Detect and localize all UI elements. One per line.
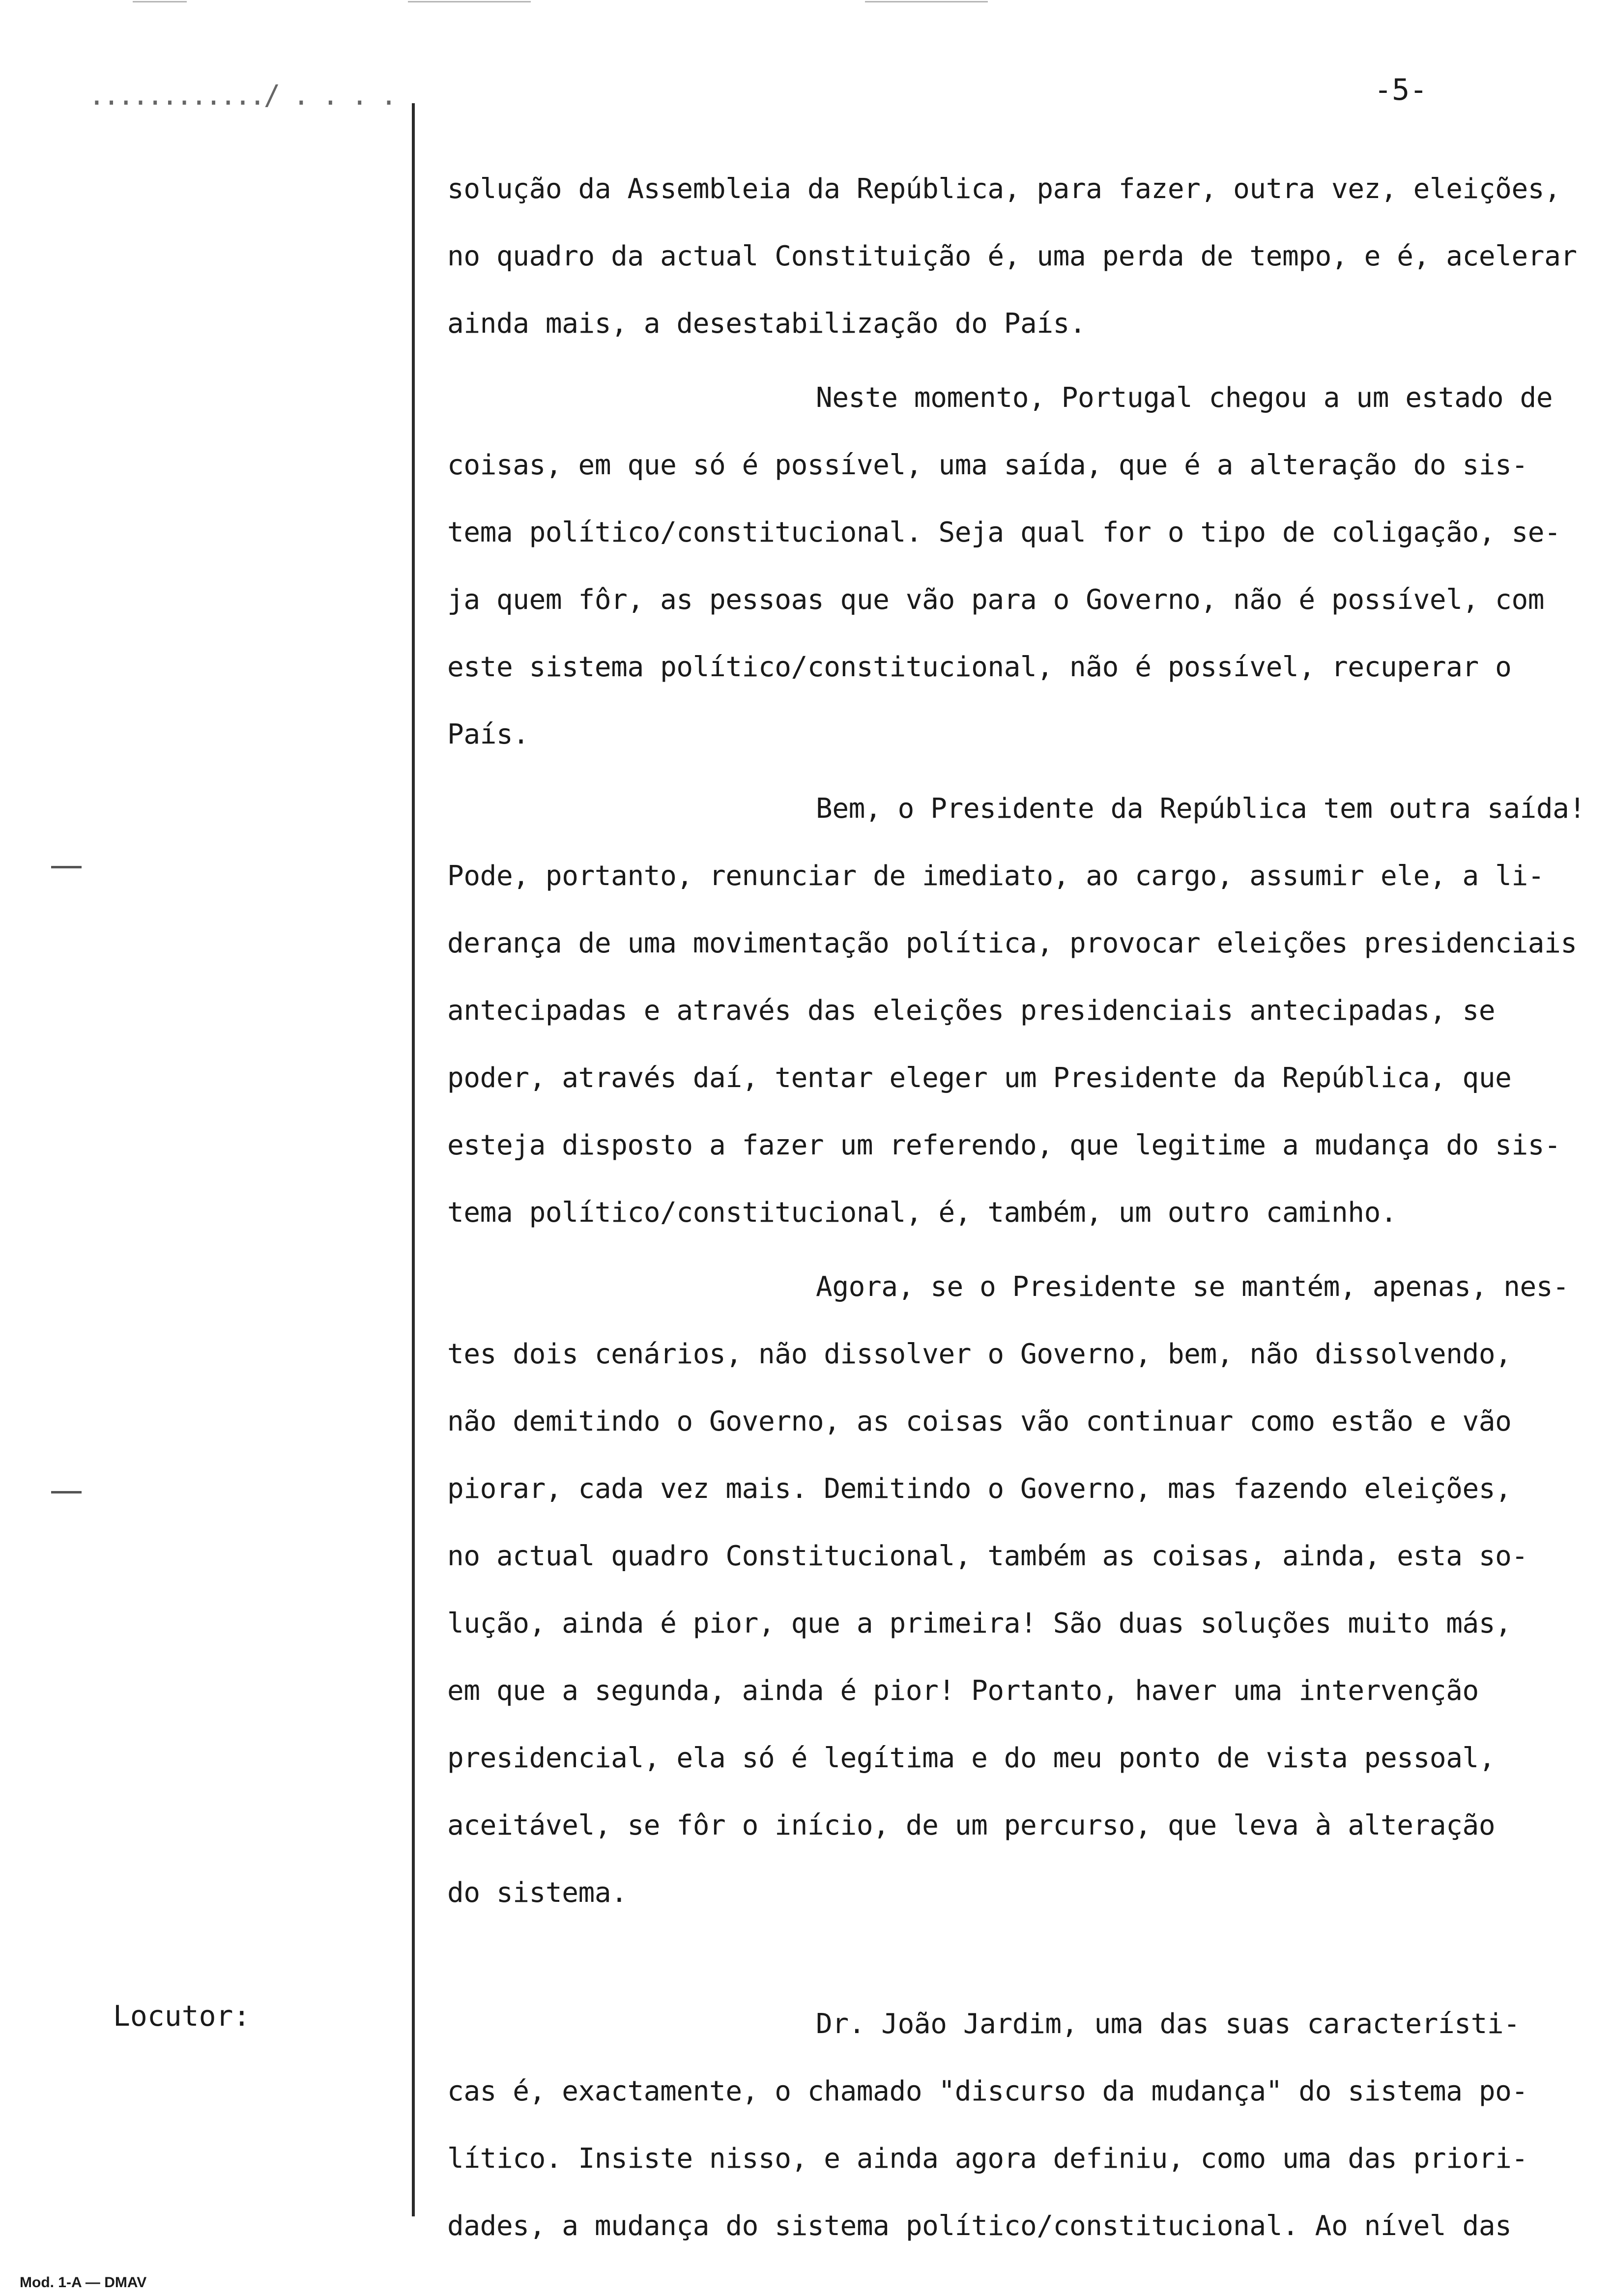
text-line: ja quem fôr, as pessoas que vão para o Governo, não é possível, com <box>447 584 1545 616</box>
text-line: ainda mais, a desestabilização do País. <box>447 308 1086 340</box>
top-rule-left <box>133 1 187 2</box>
text-line: tes dois cenários, não dissolver o Governo, bem, não dissolvendo, <box>447 1338 1512 1370</box>
top-rule-center <box>408 1 531 2</box>
text-line: Agora, se o Presidente se mantém, apenas, nes- <box>816 1271 1569 1303</box>
text-line: poder, através daí, tentar eleger um Presidente da República, que <box>447 1062 1512 1094</box>
text-line: lução, ainda é pior, que a primeira! São duas soluções muito más, <box>447 1607 1512 1639</box>
paragraph <box>447 364 1602 768</box>
text-line: coisas, em que só é possível, uma saída, que é a alteração do sis- <box>447 449 1528 481</box>
text-line: Dr. João Jardim, uma das suas característi- <box>816 2008 1520 2040</box>
text-line: cas é, exactamente, o chamado "discurso da mudança" do sistema po- <box>447 2075 1528 2107</box>
top-rule-right <box>865 1 988 2</box>
text-line: no actual quadro Constitucional, também as coisas, ainda, esta so- <box>447 1540 1528 1572</box>
text-line: presidencial, ela só é legítima e do meu ponto de vista pessoal, <box>447 1742 1496 1774</box>
paragraph <box>447 1253 1602 1926</box>
paragraph <box>447 155 1602 357</box>
text-line: do sistema. <box>447 1877 628 1909</box>
margin-mark: ............/ . . . . <box>88 80 396 112</box>
text-line: Neste momento, Portugal chegou a um estado de <box>816 382 1553 414</box>
speaker-paragraph <box>447 1990 1602 2260</box>
text-line: em que a segunda, ainda é pior! Portanto, haver uma intervenção <box>447 1675 1479 1707</box>
text-line: este sistema político/constitucional, não é possível, recuperar o <box>447 651 1512 683</box>
paragraph <box>447 775 1602 1246</box>
margin-dash-mark <box>51 866 82 868</box>
text-line: solução da Assembleia da República, para fazer, outra vez, eleições, <box>447 173 1561 205</box>
text-line: dades, a mudança do sistema político/constitucional. Ao nível das <box>447 2210 1512 2242</box>
text-line: Bem, o Presidente da República tem outra saída! <box>816 793 1585 825</box>
text-line: no quadro da actual Constituição é, uma perda de tempo, e é, acelerar <box>447 240 1577 272</box>
text-line: lítico. Insiste nisso, e ainda agora definiu, como uma das priori- <box>447 2143 1528 2175</box>
page-number: -5- <box>1374 73 1428 107</box>
text-line: aceitável, se fôr o início, de um percurso, que leva à alteração <box>447 1809 1496 1841</box>
speaker-label: Locutor: <box>113 1999 251 2033</box>
text-line: não demitindo o Governo, as coisas vão continuar como estão e vão <box>447 1406 1512 1437</box>
margin-dash-mark <box>51 1491 82 1493</box>
margin-rule <box>412 103 415 2216</box>
text-line: piorar, cada vez mais. Demitindo o Governo, mas fazendo eleições, <box>447 1473 1512 1505</box>
document-body <box>447 155 1602 1926</box>
text-line: tema político/constitucional. Seja qual for o tipo de coligação, se- <box>447 517 1561 548</box>
text-line: País. <box>447 718 529 750</box>
text-line: esteja disposto a fazer um referendo, que legitime a mudança do sis- <box>447 1129 1561 1161</box>
text-line: tema político/constitucional, é, também, um outro caminho. <box>447 1197 1397 1229</box>
text-line: antecipadas e através das eleições presidenciais antecipadas, se <box>447 995 1496 1027</box>
text-line: derança de uma movimentação política, provocar eleições presidenciais <box>447 927 1577 959</box>
form-code: Mod. 1-A — DMAV <box>20 2274 147 2291</box>
text-line: Pode, portanto, renunciar de imediato, ao cargo, assumir ele, a li- <box>447 860 1545 892</box>
